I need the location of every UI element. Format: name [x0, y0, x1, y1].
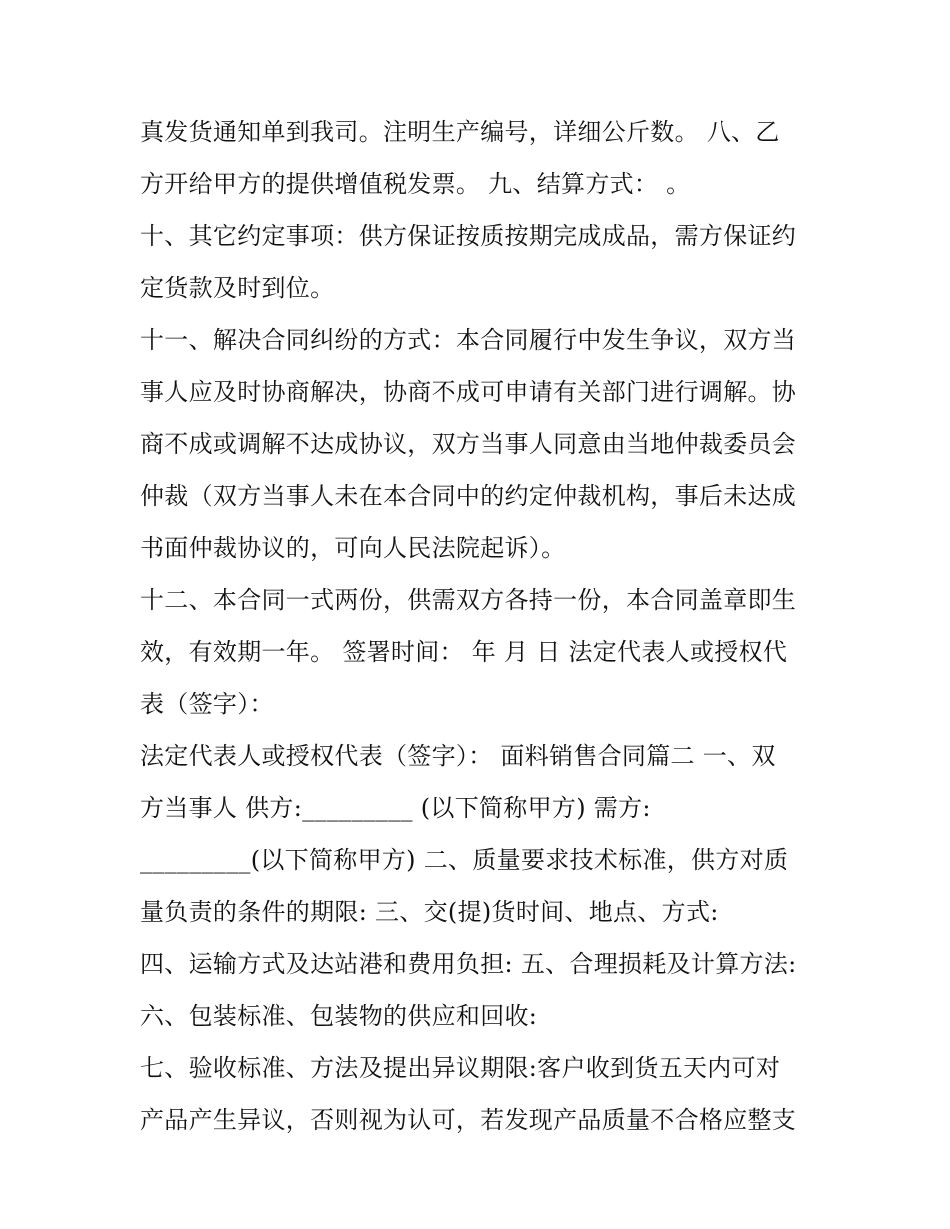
text-line: 仲裁（双方当事人未在本合同中的约定仲裁机构，事后未达成 [140, 482, 797, 510]
text-line: 六、包装标准、包装物的供应和回收: [140, 1002, 538, 1030]
text-line: 十二、本合同一式两份，供需双方各持一份，本合同盖章即生 [140, 586, 797, 614]
text-line: 法定代表人或授权代表（签字）： 面料销售合同篇二 一、双 [140, 742, 776, 770]
text-line: 真发货通知单到我司。注明生产编号，详细公斤数。 八、乙 [140, 118, 780, 146]
text-line: 商不成或调解不达成协议，双方当事人同意由当地仲裁委员会 [140, 430, 797, 458]
contract-text-body [140, 106, 820, 1146]
text-line: 七、验收标准、方法及提出异议期限:客户收到货五天内可对 [140, 1054, 781, 1082]
text-line: 方开给甲方的提供增值税发票。 九、结算方式： 。 [140, 170, 691, 198]
text-line: 书面仲裁协议的，可向人民法院起诉）。 [140, 534, 566, 562]
text-line: 十、其它约定事项：供方保证按质按期完成成品，需方保证约 [140, 222, 797, 250]
text-line: 事人应及时协商解决，协商不成可申请有关部门进行调解。协 [140, 378, 797, 406]
text-line: 十一、解决合同纠纷的方式：本合同履行中发生争议，双方当 [140, 326, 797, 354]
text-line: 效，有效期一年。 签署时间： 年 月 日 法定代表人或授权代 [140, 638, 788, 666]
text-line: 定货款及时到位。 [140, 274, 335, 302]
text-line: 四、运输方式及达站港和费用负担: 五、合理损耗及计算方法: [140, 950, 797, 978]
text-line: 产品产生异议，否则视为认可，若发现产品质量不合格应整支 [140, 1106, 797, 1134]
text-line: 方当事人 供方:_________ (以下简称甲方) 需方: [140, 794, 651, 822]
text-line: _________(以下简称甲方) 二、质量要求技术标准，供方对质 [140, 846, 789, 874]
text-line: 表（签字）： [140, 690, 274, 718]
text-line: 量负责的条件的期限: 三、交(提)货时间、地点、方式: [140, 898, 719, 926]
